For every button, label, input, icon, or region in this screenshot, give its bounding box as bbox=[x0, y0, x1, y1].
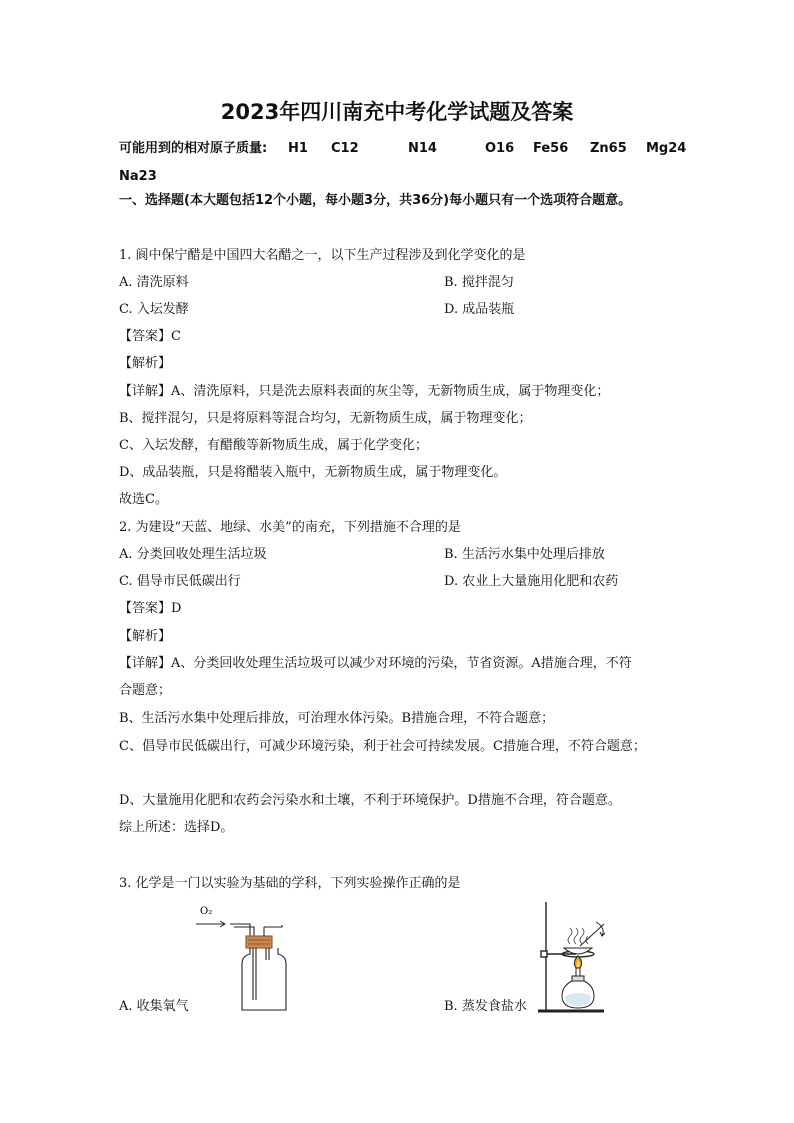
q3-option-b: B. 蒸发食盐水 bbox=[444, 999, 527, 1014]
atomic-mass-mg: Mg24 bbox=[646, 141, 687, 156]
q2-option-a: A. 分类回收处理生活垃圾 bbox=[119, 547, 267, 562]
atomic-mass-n: N14 bbox=[408, 141, 437, 156]
atomic-mass-o: O16 bbox=[485, 141, 515, 156]
q1-analysis-label: 【解析】 bbox=[119, 356, 172, 371]
question-2-stem: 2. 为建设“天蓝、地绿、水美”的南充，下列措施不合理的是 bbox=[119, 520, 461, 535]
gas-collection-bottle-figure bbox=[190, 902, 300, 1014]
q1-option-d: D. 成品装瓶 bbox=[444, 302, 515, 317]
question-1-stem: 1. 阆中保宁醋是中国四大名醋之一，以下生产过程涉及到化学变化的是 bbox=[119, 248, 526, 263]
atomic-mass-h: H1 bbox=[288, 141, 308, 156]
q2-detail-line: D、大量施用化肥和农药会污染水和土壤，不利于环境保护。D措施不合理，符合题意。 bbox=[119, 793, 621, 808]
q1-detail-line: 【详解】A、清洗原料，只是洗去原料表面的灰尘等，无新物质生成，属于物理变化； bbox=[119, 384, 610, 399]
q3-option-a: A. 收集氧气 bbox=[119, 999, 189, 1014]
atomic-mass-na: Na23 bbox=[119, 169, 157, 184]
q2-detail-line: 【详解】A、分类回收处理生活垃圾可以减少对环境的污染，节省资源。A措施合理，不符 bbox=[119, 656, 632, 671]
q2-detail-line: B、生活污水集中处理后排放，可治理水体污染。B措施合理，不符合题意； bbox=[119, 711, 555, 726]
q2-answer: 【答案】D bbox=[119, 601, 182, 616]
evaporation-setup-figure bbox=[508, 898, 612, 1016]
atomic-mass-fe: Fe56 bbox=[533, 141, 569, 156]
q2-detail-line: C、倡导市民低碳出行，可减少环境污染，利于社会可持续发展。C措施合理，不符合题意； bbox=[119, 739, 646, 754]
q1-detail-line: B、搅拌混匀，只是将原料等混合均匀，无新物质生成，属于物理变化； bbox=[119, 411, 532, 426]
q2-option-b: B. 生活污水集中处理后排放 bbox=[444, 547, 605, 562]
atomic-mass-label: 可能用到的相对原子质量: bbox=[119, 141, 268, 156]
oxygen-label: O₂ bbox=[200, 906, 213, 917]
q2-analysis-label: 【解析】 bbox=[119, 629, 172, 644]
q1-option-a: A. 清洗原料 bbox=[119, 275, 189, 290]
gas-arrow-icon bbox=[196, 921, 225, 927]
atomic-mass-c: C12 bbox=[331, 141, 359, 156]
question-3-stem: 3. 化学是一门以实验为基础的学科，下列实验操作正确的是 bbox=[119, 876, 461, 891]
q1-option-b: B. 搅拌混匀 bbox=[444, 275, 514, 290]
q2-detail-line: 综上所述：选择D。 bbox=[119, 820, 234, 835]
q1-option-c: C. 入坛发酵 bbox=[119, 302, 189, 317]
page-title: 2023年四川南充中考化学试题及答案 bbox=[220, 100, 574, 124]
q2-option-d: D. 农业上大量施用化肥和农药 bbox=[444, 574, 619, 589]
atomic-mass-zn: Zn65 bbox=[590, 141, 627, 156]
evaporating-dish-icon bbox=[564, 948, 592, 954]
q1-detail-line: C、入坛发酵，有醋酸等新物质生成，属于化学变化； bbox=[119, 438, 428, 453]
q1-answer: 【答案】C bbox=[119, 329, 181, 344]
bottle-icon bbox=[230, 924, 286, 1010]
q2-detail-line: 合题意； bbox=[119, 683, 172, 698]
alcohol-lamp-icon bbox=[562, 956, 594, 1008]
q1-detail-line: D、成品装瓶，只是将醋装入瓶中，无新物质生成，属于物理变化。 bbox=[119, 465, 507, 480]
section-heading: 一、选择题(本大题包括12个小题，每小题3分，共36分)每小题只有一个选项符合题意。 bbox=[119, 193, 632, 208]
q1-detail-line: 故选C。 bbox=[119, 492, 168, 507]
q2-option-c: C. 倡导市民低碳出行 bbox=[119, 574, 241, 589]
